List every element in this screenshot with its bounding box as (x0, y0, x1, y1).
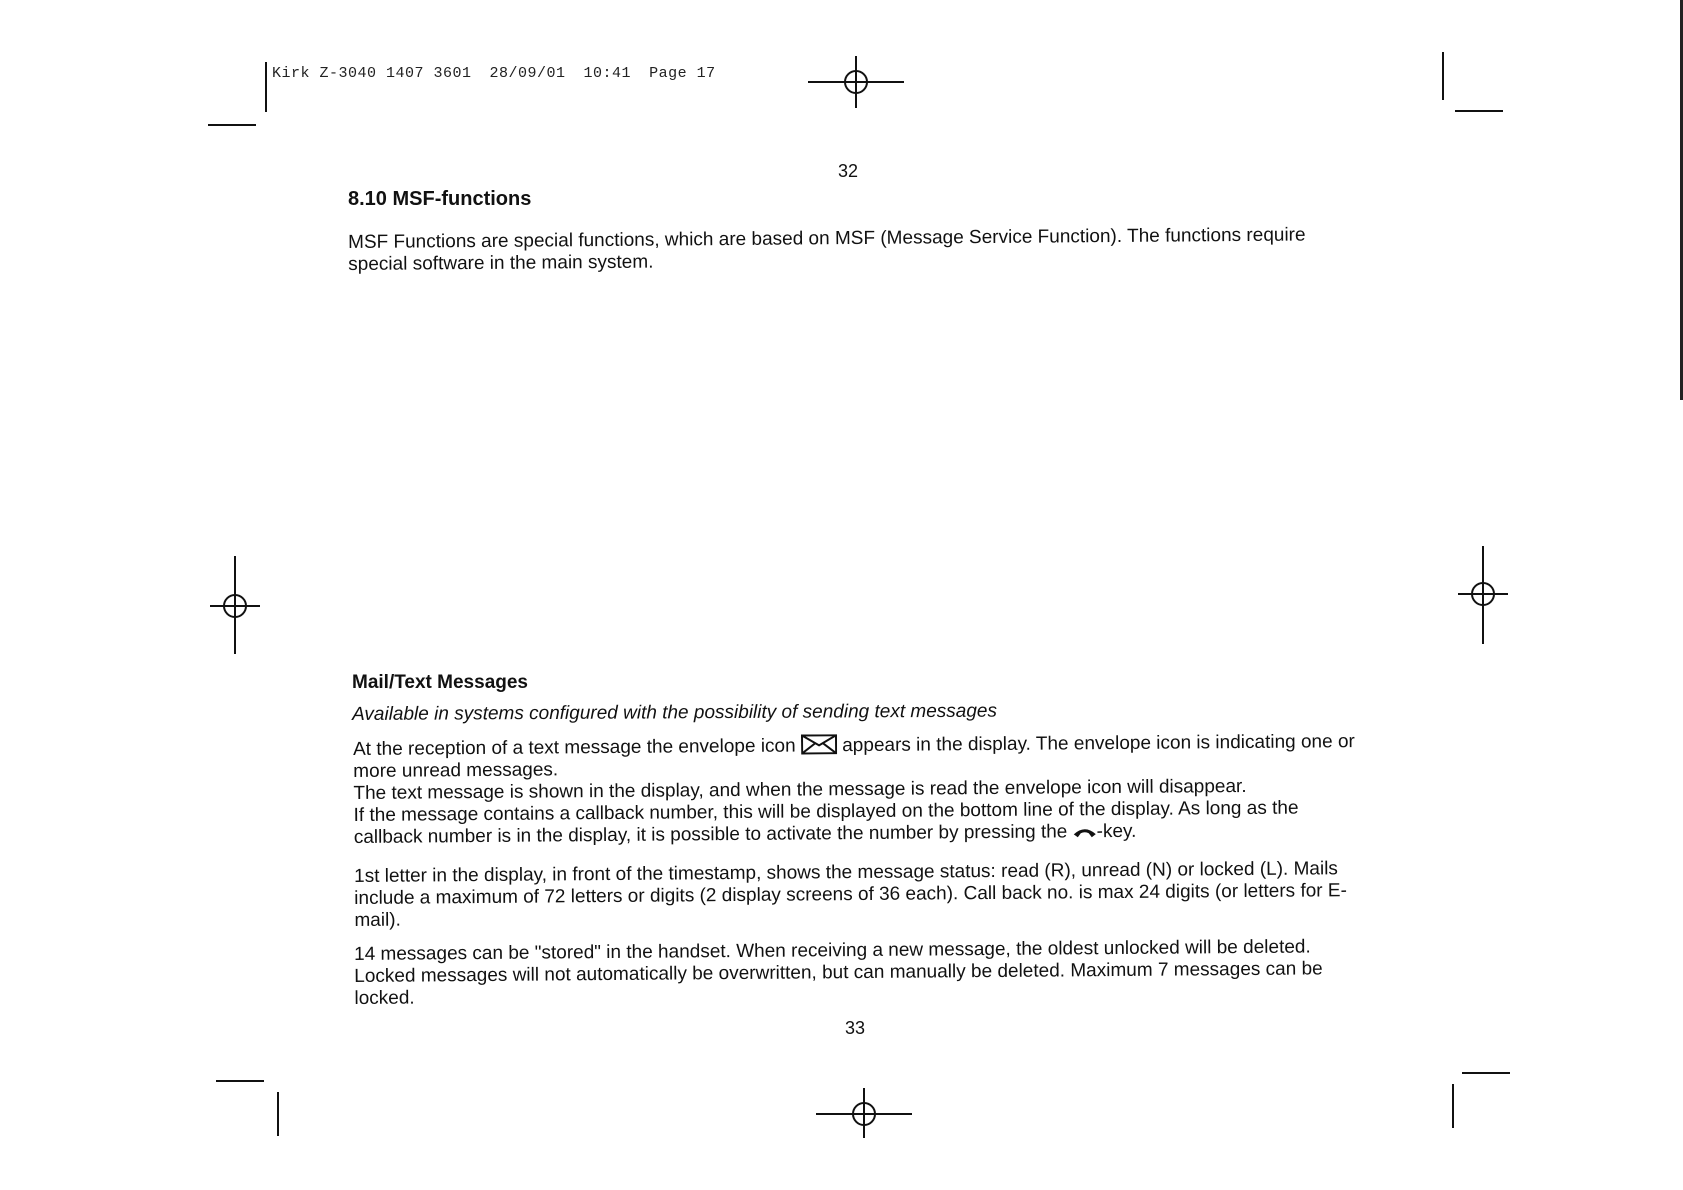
registration-mark-bottom (816, 1088, 912, 1138)
storage-paragraph (354, 936, 1366, 1010)
intro-paragraph (348, 224, 1358, 276)
crop-mark-top-left-vertical (265, 62, 267, 112)
mail-subtitle: Available in systems configured with the possibility of sending text messages (352, 700, 998, 725)
page-number-bottom: 33 (845, 1018, 866, 1038)
handset-icon (1073, 824, 1097, 838)
intro-text: MSF Functions are special functions, which are based on MSF (Message Service Function). The functions require special software in the main system. (348, 224, 1306, 275)
page-number-top: 32 (838, 161, 859, 181)
slug-time: 10:41 (583, 65, 632, 82)
reception-text-c: The text message is shown in the display, and when the message is read the envelope icon will disappear. (353, 775, 1247, 804)
crop-mark-bottom-right-vertical (1452, 1084, 1454, 1128)
reception-text-b: appears in the display. The envelope icon is indicating one or more unread messages. (353, 731, 1355, 782)
envelope-icon (801, 734, 837, 754)
crop-mark-top-left-horizontal (208, 124, 256, 126)
slug-doc: Kirk Z-3040 1407 3601 (272, 65, 472, 82)
reception-paragraph (353, 730, 1359, 849)
section-heading: 8.10 MSF-functions (348, 188, 532, 210)
registration-mark-right (1458, 546, 1508, 644)
print-slug (272, 65, 734, 82)
crop-mark-top-right-horizontal (1455, 110, 1503, 112)
crop-mark-top-right-vertical (1442, 52, 1444, 100)
crop-mark-bottom-left-vertical (277, 1092, 279, 1136)
slug-page: Page 17 (649, 65, 716, 82)
mail-heading: Mail/Text Messages (352, 672, 529, 693)
reception-text-d: If the message contains a callback number, this will be displayed on the bottom line of the display. As long as the callback number is in the display, it is possible to activate the number by pressing the (353, 797, 1299, 848)
status-paragraph (354, 858, 1354, 932)
reception-text-e: -key. (1096, 820, 1137, 843)
registration-mark-top (808, 56, 904, 108)
crop-mark-bottom-right-horizontal (1462, 1072, 1510, 1074)
crop-mark-bottom-left-horizontal (216, 1080, 264, 1082)
status-text: 1st letter in the display, in front of the timestamp, shows the message status: read (R), unread (N) or locked (L). Mails include a maximum of 72 letters or digits (2 display screens of 36 each). Call back no. is max 24 digits (or letters for E-mail). (354, 858, 1347, 931)
registration-mark-left (210, 556, 260, 654)
reception-text-a: At the reception of a text message the envelope icon (353, 735, 796, 760)
storage-text: 14 messages can be "stored" in the handset. When receiving a new message, the oldest unlocked will be deleted. Locked messages will not automatically be overwritten, but can manually be deleted. Maximum 7 messages can be locked. (354, 936, 1323, 1009)
slug-date: 28/09/01 (489, 65, 566, 82)
